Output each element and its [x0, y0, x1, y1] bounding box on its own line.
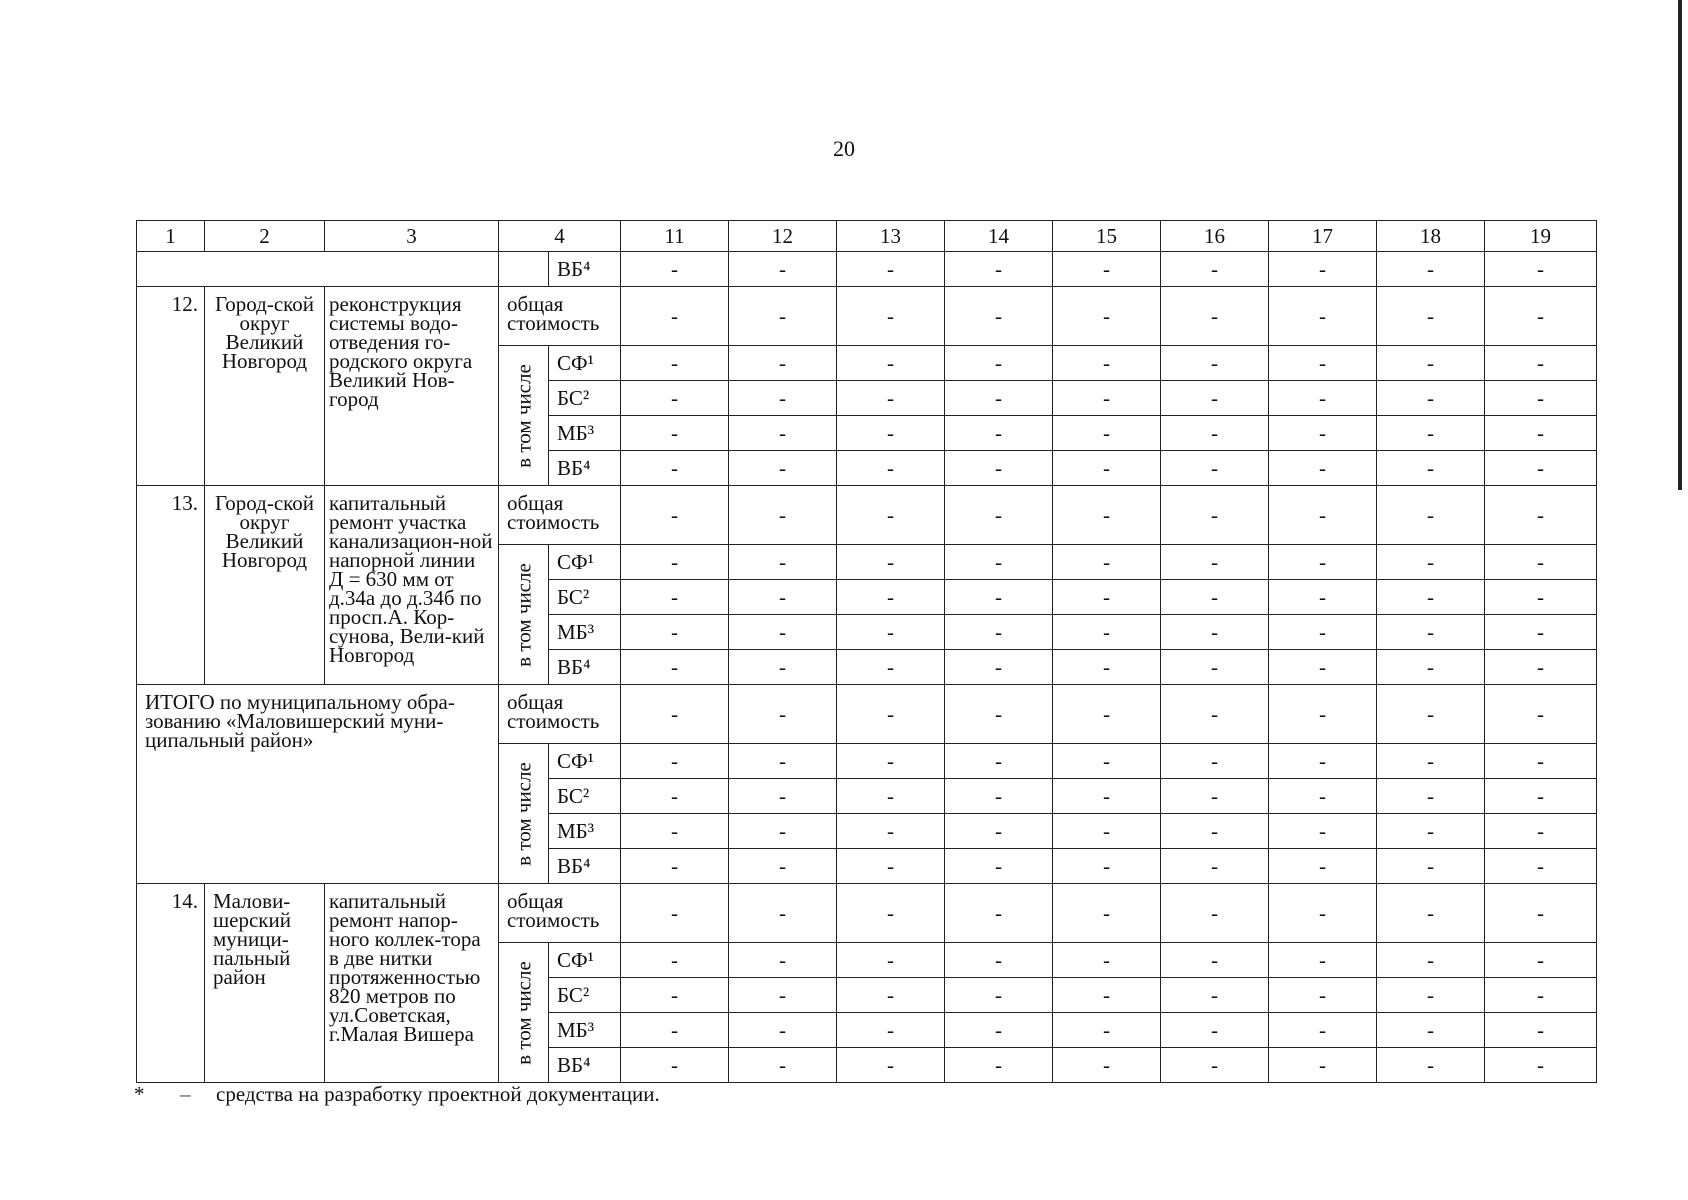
value-cell: -	[837, 685, 945, 744]
value-cell: -	[621, 1048, 729, 1083]
cost-type-label: СФ¹	[549, 744, 621, 779]
header-cell-10: 16	[1161, 221, 1269, 252]
value-cell: -	[1053, 650, 1161, 685]
value-cell: -	[729, 381, 837, 416]
value-cell: -	[945, 943, 1053, 978]
value-cell: -	[729, 1048, 837, 1083]
value-cell: -	[1161, 978, 1269, 1013]
value-cell: -	[621, 1013, 729, 1048]
value-cell: -	[837, 252, 945, 287]
item-number: 12.	[137, 287, 205, 486]
value-cell: -	[621, 486, 729, 545]
value-cell: -	[945, 346, 1053, 381]
value-cell: -	[837, 486, 945, 545]
value-cell: -	[1053, 615, 1161, 650]
value-cell: -	[621, 252, 729, 287]
value-cell: -	[945, 545, 1053, 580]
value-cell: -	[1269, 580, 1377, 615]
value-cell: -	[1161, 381, 1269, 416]
table-row	[137, 685, 1597, 744]
table-row	[137, 486, 1597, 545]
value-cell: -	[945, 978, 1053, 1013]
value-cell: -	[1377, 1013, 1485, 1048]
value-cell: -	[729, 744, 837, 779]
total-label: ИТОГО по муниципальному обра-зованию «Маловишерский муни-ципальный район»	[137, 685, 499, 884]
value-cell: -	[729, 287, 837, 346]
value-cell: -	[837, 650, 945, 685]
value-cell: -	[1053, 287, 1161, 346]
value-cell: -	[1485, 814, 1597, 849]
value-cell: -	[621, 416, 729, 451]
value-cell: -	[1377, 849, 1485, 884]
value-cell: -	[1269, 1013, 1377, 1048]
value-cell: -	[1485, 580, 1597, 615]
value-cell: -	[945, 744, 1053, 779]
subgroup-label-cell	[499, 943, 549, 1083]
value-cell: -	[621, 451, 729, 486]
value-cell: -	[1485, 779, 1597, 814]
value-cell: -	[837, 978, 945, 1013]
cost-type-label: МБ³	[549, 1013, 621, 1048]
value-cell: -	[1161, 416, 1269, 451]
value-cell: -	[729, 346, 837, 381]
value-cell: -	[621, 779, 729, 814]
header-cell-4: 4	[499, 221, 621, 252]
value-cell: -	[837, 814, 945, 849]
item-number: 13.	[137, 486, 205, 685]
value-cell: -	[1269, 451, 1377, 486]
value-cell: -	[1161, 650, 1269, 685]
value-cell: -	[1377, 451, 1485, 486]
value-cell: -	[837, 849, 945, 884]
value-cell: -	[621, 978, 729, 1013]
value-cell: -	[1161, 451, 1269, 486]
cost-type-label: ВБ⁴	[549, 650, 621, 685]
value-cell: -	[729, 814, 837, 849]
value-cell: -	[1269, 650, 1377, 685]
total-cost-label: общая стоимость	[499, 884, 621, 943]
value-cell: -	[1269, 814, 1377, 849]
total-cost-label: общая стоимость	[499, 486, 621, 545]
value-cell: -	[729, 685, 837, 744]
value-cell: -	[1161, 1048, 1269, 1083]
header-cell-3: 3	[325, 221, 499, 252]
value-cell: -	[1053, 978, 1161, 1013]
value-cell: -	[1053, 451, 1161, 486]
value-cell: -	[837, 287, 945, 346]
header-cell-7: 13	[837, 221, 945, 252]
value-cell: -	[1269, 849, 1377, 884]
value-cell: -	[945, 287, 1053, 346]
value-cell: -	[1269, 486, 1377, 545]
carry-over-blank-sub	[499, 252, 549, 287]
value-cell: -	[1377, 381, 1485, 416]
header-cell-6: 12	[729, 221, 837, 252]
value-cell: -	[1053, 814, 1161, 849]
footnote-text: средства на разработку проектной документации.	[216, 1082, 660, 1106]
value-cell: -	[945, 849, 1053, 884]
value-cell: -	[621, 615, 729, 650]
value-cell: -	[1161, 346, 1269, 381]
value-cell: -	[729, 978, 837, 1013]
cost-type-label: БС²	[549, 580, 621, 615]
cost-type-label: МБ³	[549, 416, 621, 451]
cost-type-label: БС²	[549, 978, 621, 1013]
value-cell: -	[729, 580, 837, 615]
value-cell: -	[1161, 545, 1269, 580]
value-cell: -	[945, 381, 1053, 416]
organization-cell: Город-ской округ Великий Новгород	[205, 486, 325, 685]
value-cell: -	[1269, 978, 1377, 1013]
value-cell: -	[1269, 1048, 1377, 1083]
cost-type-label: СФ¹	[549, 943, 621, 978]
value-cell: -	[1377, 287, 1485, 346]
description-cell: капитальный ремонт напор-ного коллек-тора в две нитки протяженностью 820 метров по ул.Советская, г.Малая Вишера	[325, 884, 499, 1083]
subgroup-label: в том числе	[511, 960, 535, 1065]
value-cell: -	[1269, 416, 1377, 451]
value-cell: -	[1161, 580, 1269, 615]
value-cell: -	[621, 287, 729, 346]
value-cell: -	[1377, 252, 1485, 287]
value-cell: -	[837, 744, 945, 779]
value-cell: -	[1161, 685, 1269, 744]
value-cell: -	[1053, 252, 1161, 287]
value-cell: -	[1053, 779, 1161, 814]
organization-cell: Город-ской округ Великий Новгород	[205, 287, 325, 486]
value-cell: -	[1053, 849, 1161, 884]
value-cell: -	[945, 416, 1053, 451]
value-cell: -	[1053, 884, 1161, 943]
value-cell: -	[1485, 650, 1597, 685]
subgroup-label-cell	[499, 346, 549, 486]
value-cell: -	[945, 580, 1053, 615]
value-cell: -	[1377, 580, 1485, 615]
value-cell: -	[945, 615, 1053, 650]
value-cell: -	[837, 451, 945, 486]
value-cell: -	[1485, 381, 1597, 416]
value-cell: -	[1053, 486, 1161, 545]
value-cell: -	[1269, 779, 1377, 814]
value-cell: -	[621, 685, 729, 744]
value-cell: -	[1053, 346, 1161, 381]
header-cell-9: 15	[1053, 221, 1161, 252]
header-cell-11: 17	[1269, 221, 1377, 252]
value-cell: -	[945, 685, 1053, 744]
header-cell-2: 2	[205, 221, 325, 252]
value-cell: -	[1377, 685, 1485, 744]
value-cell: -	[1269, 744, 1377, 779]
value-cell: -	[1161, 486, 1269, 545]
value-cell: -	[729, 486, 837, 545]
value-cell: -	[837, 381, 945, 416]
value-cell: -	[945, 1013, 1053, 1048]
value-cell: -	[1377, 650, 1485, 685]
value-cell: -	[1053, 416, 1161, 451]
value-cell: -	[1053, 1013, 1161, 1048]
cost-type-label: СФ¹	[549, 346, 621, 381]
table-row	[137, 884, 1597, 943]
value-cell: -	[837, 779, 945, 814]
scan-edge-line	[1678, 0, 1682, 490]
financing-table	[136, 220, 1597, 1083]
value-cell: -	[621, 849, 729, 884]
value-cell: -	[621, 580, 729, 615]
header-cell-13: 19	[1485, 221, 1597, 252]
value-cell: -	[1485, 1048, 1597, 1083]
value-cell: -	[1161, 287, 1269, 346]
header-cell-5: 11	[621, 221, 729, 252]
page-number: 20	[833, 136, 855, 161]
value-cell: -	[1485, 451, 1597, 486]
value-cell: -	[1269, 943, 1377, 978]
value-cell: -	[1269, 884, 1377, 943]
value-cell: -	[1161, 1013, 1269, 1048]
value-cell: -	[729, 615, 837, 650]
value-cell: -	[1485, 486, 1597, 545]
value-cell: -	[1377, 744, 1485, 779]
value-cell: -	[729, 416, 837, 451]
value-cell: -	[945, 779, 1053, 814]
subgroup-label: в том числе	[511, 363, 535, 468]
value-cell: -	[1161, 252, 1269, 287]
value-cell: -	[945, 451, 1053, 486]
value-cell: -	[837, 943, 945, 978]
value-cell: -	[1485, 287, 1597, 346]
value-cell: -	[945, 486, 1053, 545]
value-cell: -	[1053, 545, 1161, 580]
value-cell: -	[729, 650, 837, 685]
header-cell-8: 14	[945, 221, 1053, 252]
value-cell: -	[621, 381, 729, 416]
value-cell: -	[1485, 685, 1597, 744]
value-cell: -	[621, 943, 729, 978]
value-cell: -	[621, 650, 729, 685]
value-cell: -	[1269, 381, 1377, 416]
carry-over-row	[137, 252, 1597, 287]
value-cell: -	[837, 615, 945, 650]
value-cell: -	[837, 346, 945, 381]
value-cell: -	[1377, 615, 1485, 650]
value-cell: -	[1377, 416, 1485, 451]
value-cell: -	[1161, 884, 1269, 943]
value-cell: -	[1377, 814, 1485, 849]
cost-type-label: БС²	[549, 779, 621, 814]
value-cell: -	[1053, 943, 1161, 978]
value-cell: -	[621, 545, 729, 580]
value-cell: -	[1161, 779, 1269, 814]
header-row	[137, 221, 1597, 252]
value-cell: -	[621, 884, 729, 943]
value-cell: -	[621, 814, 729, 849]
value-cell: -	[1485, 416, 1597, 451]
value-cell: -	[1485, 615, 1597, 650]
header-cell-1: 1	[137, 221, 205, 252]
value-cell: -	[837, 580, 945, 615]
value-cell: -	[1485, 1013, 1597, 1048]
value-cell: -	[729, 252, 837, 287]
footnote-mark: *	[134, 1082, 145, 1106]
value-cell: -	[945, 1048, 1053, 1083]
cost-type-label: БС²	[549, 381, 621, 416]
value-cell: -	[1485, 884, 1597, 943]
item-number: 14.	[137, 884, 205, 1083]
value-cell: -	[729, 943, 837, 978]
value-cell: -	[1485, 545, 1597, 580]
value-cell: -	[1053, 580, 1161, 615]
subgroup-label-cell	[499, 545, 549, 685]
cost-type-label: МБ³	[549, 615, 621, 650]
subgroup-label-cell	[499, 744, 549, 884]
carry-over-blank	[137, 252, 499, 287]
table-row	[137, 287, 1597, 346]
cost-type-label: ВБ⁴	[549, 252, 621, 287]
value-cell: -	[945, 650, 1053, 685]
cost-type-label: ВБ⁴	[549, 849, 621, 884]
value-cell: -	[1485, 346, 1597, 381]
cost-type-label: МБ³	[549, 814, 621, 849]
value-cell: -	[729, 545, 837, 580]
value-cell: -	[1377, 1048, 1485, 1083]
value-cell: -	[1053, 1048, 1161, 1083]
value-cell: -	[1377, 779, 1485, 814]
organization-cell: Малови-шерский муници-пальный район	[205, 884, 325, 1083]
value-cell: -	[621, 744, 729, 779]
value-cell: -	[945, 814, 1053, 849]
value-cell: -	[1053, 744, 1161, 779]
value-cell: -	[1485, 252, 1597, 287]
value-cell: -	[1161, 943, 1269, 978]
value-cell: -	[1485, 978, 1597, 1013]
value-cell: -	[945, 884, 1053, 943]
value-cell: -	[729, 884, 837, 943]
value-cell: -	[729, 779, 837, 814]
value-cell: -	[1053, 381, 1161, 416]
description-cell: реконструкция системы водо-отведения го-родского округа Великий Нов-город	[325, 287, 499, 486]
value-cell: -	[837, 545, 945, 580]
value-cell: -	[837, 416, 945, 451]
value-cell: -	[1377, 545, 1485, 580]
value-cell: -	[621, 346, 729, 381]
value-cell: -	[837, 1013, 945, 1048]
value-cell: -	[837, 1048, 945, 1083]
subgroup-label: в том числе	[511, 761, 535, 866]
total-cost-label: общая стоимость	[499, 685, 621, 744]
value-cell: -	[837, 884, 945, 943]
cost-type-label: СФ¹	[549, 545, 621, 580]
value-cell: -	[1377, 486, 1485, 545]
subgroup-label: в том числе	[511, 562, 535, 667]
footnote-dash: –	[180, 1082, 191, 1106]
value-cell: -	[1485, 744, 1597, 779]
value-cell: -	[1269, 545, 1377, 580]
value-cell: -	[729, 451, 837, 486]
value-cell: -	[1161, 849, 1269, 884]
value-cell: -	[1269, 615, 1377, 650]
value-cell: -	[1377, 943, 1485, 978]
value-cell: -	[729, 1013, 837, 1048]
value-cell: -	[1161, 615, 1269, 650]
value-cell: -	[1377, 978, 1485, 1013]
value-cell: -	[1053, 685, 1161, 744]
value-cell: -	[1161, 814, 1269, 849]
value-cell: -	[1269, 346, 1377, 381]
value-cell: -	[1269, 685, 1377, 744]
footnote	[134, 1082, 660, 1107]
value-cell: -	[729, 849, 837, 884]
value-cell: -	[1269, 287, 1377, 346]
header-cell-12: 18	[1377, 221, 1485, 252]
value-cell: -	[1161, 744, 1269, 779]
value-cell: -	[945, 252, 1053, 287]
value-cell: -	[1377, 346, 1485, 381]
total-cost-label: общая стоимость	[499, 287, 621, 346]
value-cell: -	[1485, 849, 1597, 884]
description-cell: капитальный ремонт участка канализацион-ной напорной линии Д = 630 мм от д.34а до д.34б по просп.А. Кор-сунова, Вели-кий Новгород	[325, 486, 499, 685]
value-cell: -	[1269, 252, 1377, 287]
value-cell: -	[1377, 884, 1485, 943]
value-cell: -	[1485, 943, 1597, 978]
cost-type-label: ВБ⁴	[549, 451, 621, 486]
cost-type-label: ВБ⁴	[549, 1048, 621, 1083]
